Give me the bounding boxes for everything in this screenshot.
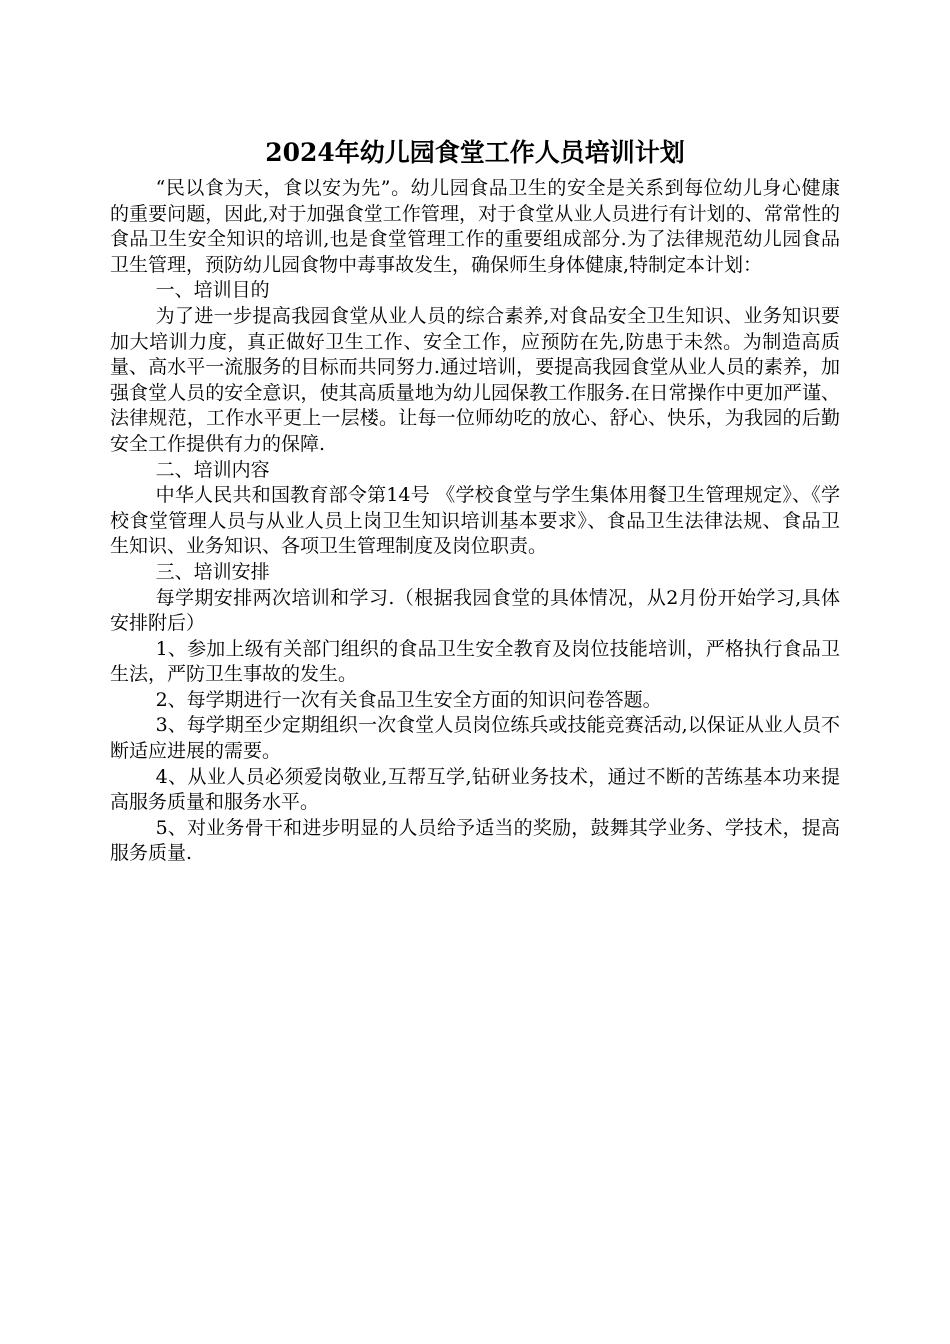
section-heading-arrangement: 三、培训安排	[155, 560, 270, 583]
list-item: 4、从业人员必须爱岗敬业,互帮互学,钻研业务技术，通过不断的苦练基本功来提高服务质量和服务水平。	[110, 765, 840, 814]
list-item: 5、对业务骨干和进步明显的人员给予适当的奖励，鼓舞其学业务、学技术，提高服务质量.	[110, 816, 840, 865]
section-heading-content: 二、培训内容	[155, 458, 270, 481]
section-heading-purpose: 一、培训目的	[155, 279, 270, 302]
document-title: 2024年幼儿园食堂工作人员培训计划	[265, 138, 685, 167]
section-paragraph: 中华人民共和国教育部令第14号 《学校食堂与学生集体用餐卫生管理规定》、《学校食堂管理人员与从业人员上岗卫生知识培训基本要求》、食品卫生法律法规、食品卫生知识、业务知识、各项卫生管理制度及岗位职责。	[110, 484, 840, 558]
section-paragraph: 每学期安排两次培训和学习.（根据我园食堂的具体情况，从2月份开始学习,具体安排附后）	[110, 586, 840, 635]
list-item: 2、每学期进行一次有关食品卫生安全方面的知识问卷答题。	[155, 688, 662, 711]
list-item: 3、每学期至少定期组织一次食堂人员岗位练兵或技能竞赛活动,以保证从业人员不断适应进展的需要。	[110, 714, 840, 763]
list-item: 1、参加上级有关部门组织的食品卫生安全教育及岗位技能培训，严格执行食品卫生法，严防卫生事故的发生。	[110, 637, 840, 686]
intro-paragraph: “民以食为天，食以安为先”。幼儿园食品卫生的安全是关系到每位幼儿身心健康的重要问题，因此,对于加强食堂工作管理，对于食堂从业人员进行有计划的、常常性的食品卫生安全知识的培训,也是食堂管理工作的重要组成部分.为了法律规范幼儿园食品卫生管理，预防幼儿园食物中毒事故发生，确保师生身体健康,特制定本计划：	[110, 177, 840, 276]
section-paragraph: 为了进一步提高我园食堂从业人员的综合素养,对食品安全卫生知识、业务知识要加大培训力度，真正做好卫生工作、安全工作，应预防在先,防患于未然。为制造高质量、高水平一流服务的目标而共同努力.通过培训，要提高我园食堂从业人员的素养，加强食堂人员的安全意识，使其高质量地为幼儿园保教工作服务.在日常操作中更加严谨、法律规范，工作水平更上一层楼。让每一位师幼吃的放心、舒心、快乐，为我园的后勤安全工作提供有力的保障.	[110, 304, 840, 455]
document-body	[110, 176, 840, 867]
